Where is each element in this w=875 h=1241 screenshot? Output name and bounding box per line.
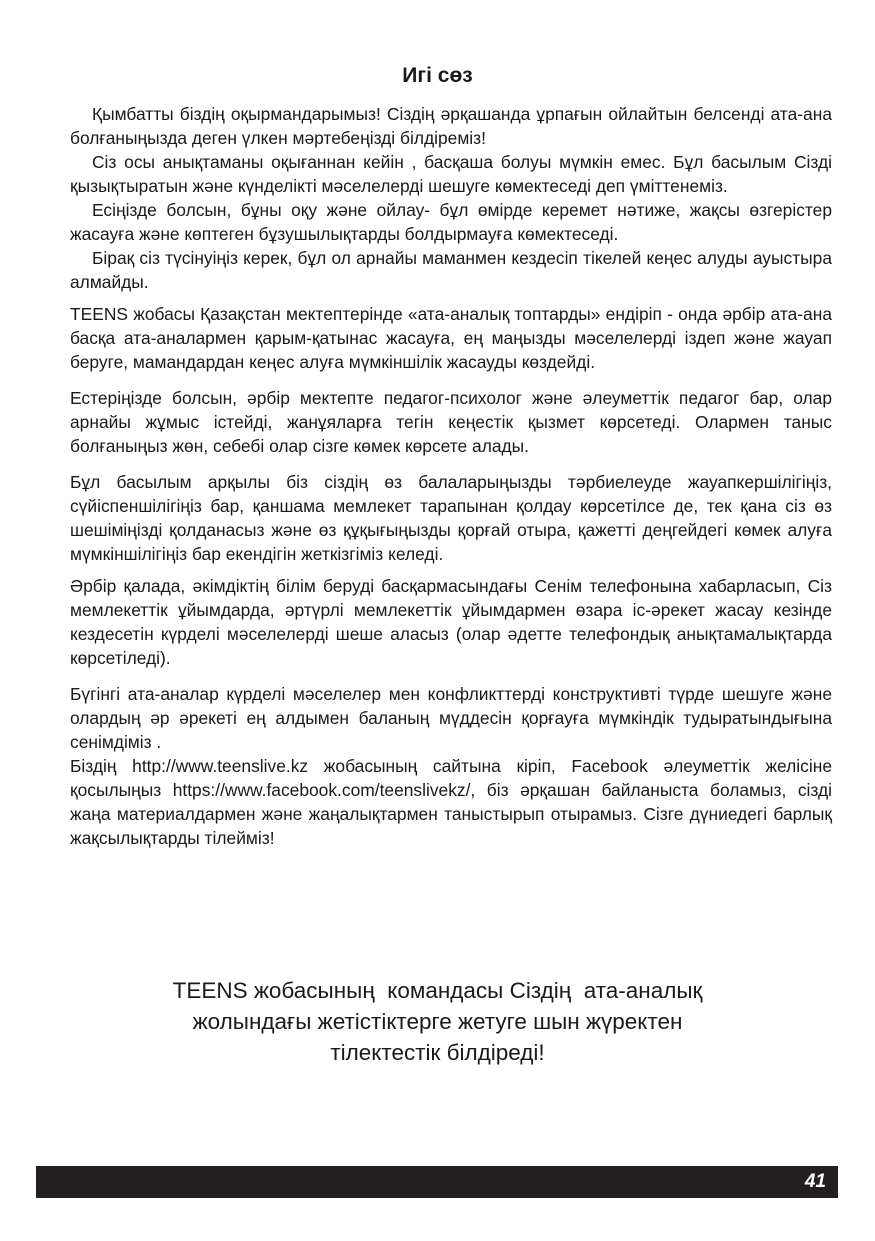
footer-bar [36, 1166, 838, 1198]
paragraph: Бірақ сіз түсінуіңіз керек, бұл ол арнайы маманмен кездесіп тікелей кеңес алуды ауыстыра алмайды. [70, 248, 832, 292]
paragraph: TEENS жобасы Қазақстан мектептерінде «ата-аналық топтарды» ендіріп - онда әрбір ата-ана басқа ата-аналармен қарым-қатынас жасауға, ең маңызды мәселелерді іздеп және жауап беруге, мамандардан кеңес алуға мүмкіншілік жасауды көздейді. [70, 304, 832, 372]
page-number: 41 [804, 1171, 826, 1192]
closing-line: TEENS жобасының командасы Сіздің ата-аналық [172, 978, 703, 1003]
closing-line: жолындағы жетістіктерге жетуге шын жүректен [192, 1009, 683, 1034]
paragraph: Қымбатты біздің оқырмандарымыз! Сіздің әрқашанда ұрпағын ойлайтын белсенді ата-ана болғаныңызда деген үлкен мәртебеңізді білдіреміз! [70, 104, 832, 148]
closing-message [0, 975, 875, 1068]
paragraph: Бұл басылым арқылы біз сіздің өз балаларыңызды тәрбиелеуде жауапкершілігіңіз, сүйіспеншілігіңіз бар, қаншама мемлекет тарапынан қолдау көрсетілсе де, тек қана сіз өз шешіміңізді қолданасыз және өз құқығыңызды қорғай отыра, қажетті деңгейдегі көмек алуға мүмкіншілігіңіз бар екендігін жеткізгіміз келеді. [70, 472, 832, 564]
paragraph: Бүгінгі ата-аналар күрделі мәселелер мен конфликттерді конструктивті түрде шешуге және олардың әр әрекеті ең алдымен баланың мүддесін қорғауға мүмкіндік тудыратындығына сенімдіміз . [70, 684, 832, 752]
paragraph: Сіз осы анықтаманы оқығаннан кейін , басқаша болуы мүмкін емес. Бұл басылым Сізді қызықтыратын және күнделікті мәселелерді шешуге көмектеседі деп үміттенеміз. [70, 152, 832, 196]
paragraph: Әрбір қалада, әкімдіктің білім беруді басқармасындағы Сенім телефонына хабарласып, Сіз мемлекеттік ұйымдарда, әртүрлі мемлекеттік ұйымдармен өзара іс-әрекет жасау кезінде кездесетін күрделі мәселелерді шеше аласыз (олар әдетте телефондық анықтамалықтарда көрсетіледі). [70, 576, 832, 668]
body-text [70, 102, 832, 850]
paragraph: Есіңізде болсын, бұны оқу және ойлау- бұл өмірде керемет нәтиже, жақсы өзгерістер жасауға және көптеген бұзушылықтарды болдырмауға көмектеседі. [70, 200, 832, 244]
page-title: Игі сөз [402, 64, 473, 87]
paragraph: Естеріңізде болсын, әрбір мектепте педагог-психолог және әлеуметтік педагог бар, олар арнайы жұмыс істейді, жанұяларға тегін кеңестік қызмет көрсетеді. Олармен таныс болғаныңыз жөн, себебі олар сізге көмек көрсете алады. [70, 388, 832, 456]
paragraph: Біздің http://www.teenslive.kz жобасының сайтына кіріп, Facebook әлеуметтік желісіне қосылыңыз https://www.facebook.com/teenslivekz/, біз әрқашан байланыста боламыз, сізді жаңа материалдармен және жаңалықтармен таныстырып отырамыз. Сізге дүниедегі барлық жақсылықтарды тілейміз! [70, 756, 832, 848]
closing-line: тілектестік білдіреді! [330, 1040, 545, 1065]
